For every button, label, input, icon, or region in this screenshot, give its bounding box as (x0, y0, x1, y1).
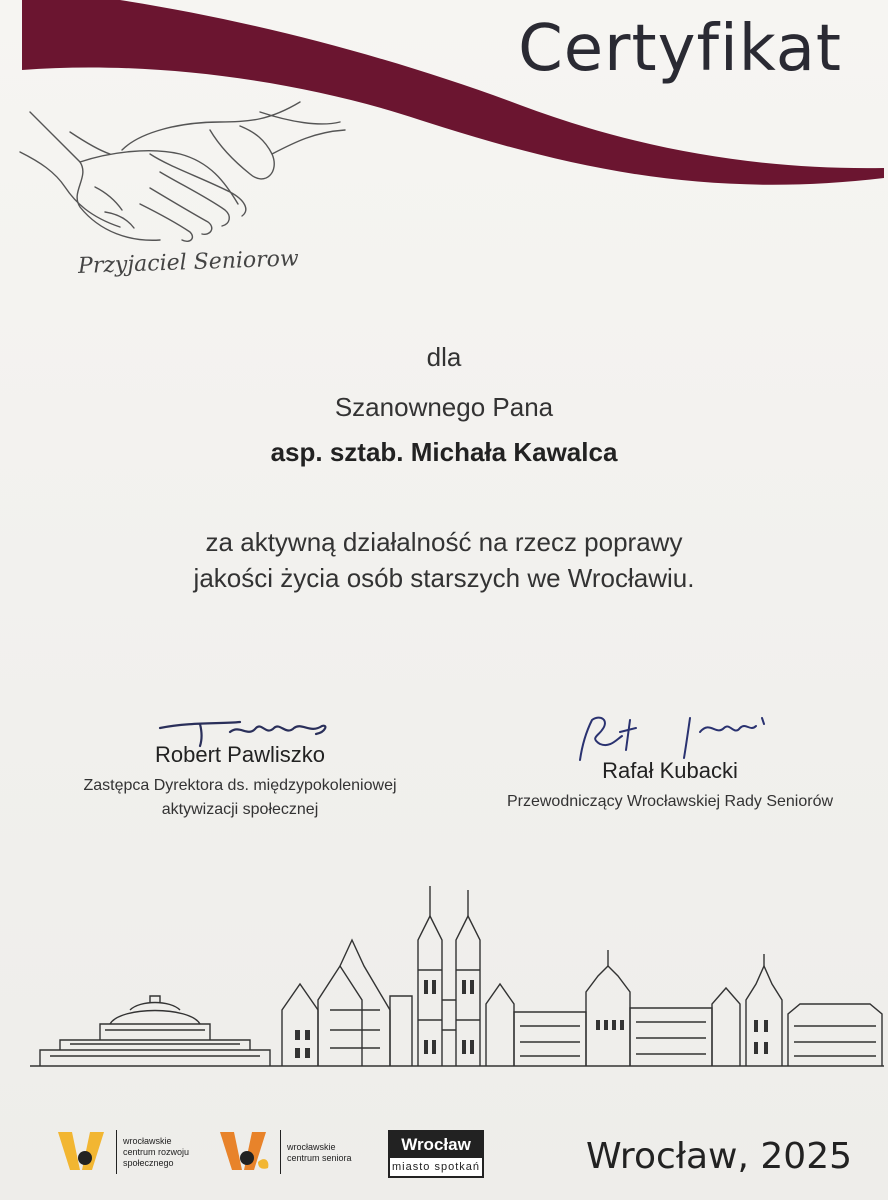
wcs-logo-line-1: wrocławskie (287, 1142, 336, 1152)
addressee-text: Szanownego Pana (334, 392, 554, 422)
wcs-logo-text (287, 1142, 352, 1164)
award-reason-line-2: jakości życia osób starszych we Wrocławiu. (193, 563, 695, 593)
signer-role-left-line-2: aktywizacji społecznej (161, 801, 319, 818)
wcrs-logo-icon (56, 1128, 114, 1174)
wcrs-logo-line-3: społecznego (123, 1158, 174, 1168)
signer-role-left (40, 774, 440, 822)
logo-wordmark: Przyjaciel Seniorow (77, 246, 300, 280)
wroclaw-skyline-illustration (0, 880, 888, 1080)
dla-label: dla (426, 342, 462, 372)
certificate-title: Certyfikat (518, 12, 842, 86)
wcrs-logo-line-2: centrum rozwoju (123, 1147, 190, 1157)
logo-divider-1 (116, 1130, 118, 1174)
wroclaw-logo-slogan: miasto spotkań (392, 1161, 480, 1173)
signature-block-right (460, 710, 880, 814)
logo-divider-2 (280, 1130, 282, 1174)
signature-block-left (40, 710, 440, 822)
award-reason-line-1: za aktywną działalność na rzecz poprawy (205, 527, 683, 557)
wcs-logo-icon (218, 1128, 276, 1174)
wcrs-logo-text (123, 1136, 189, 1169)
signer-name-right: Rafał Kubacki (602, 758, 738, 783)
hands-logo-icon (10, 92, 350, 262)
wroclaw-logo-name: Wrocław (390, 1132, 482, 1158)
signer-name-left: Robert Pawliszko (155, 742, 325, 767)
recipient-name: asp. sztab. Michała Kawalca (270, 437, 618, 467)
signer-role-right: Przewodniczący Wrocławskiej Rady Seniorów (506, 793, 834, 810)
wcrs-logo-line-1: wrocławskie (123, 1136, 172, 1146)
signer-role-left-line-1: Zastępca Dyrektora ds. międzypokoleniowej (83, 777, 397, 794)
place-and-date: Wrocław, 2025 (585, 1136, 852, 1177)
wcs-logo-line-2: centrum seniora (287, 1153, 352, 1163)
award-reason (0, 524, 888, 596)
wroclaw-city-logo (388, 1130, 484, 1178)
